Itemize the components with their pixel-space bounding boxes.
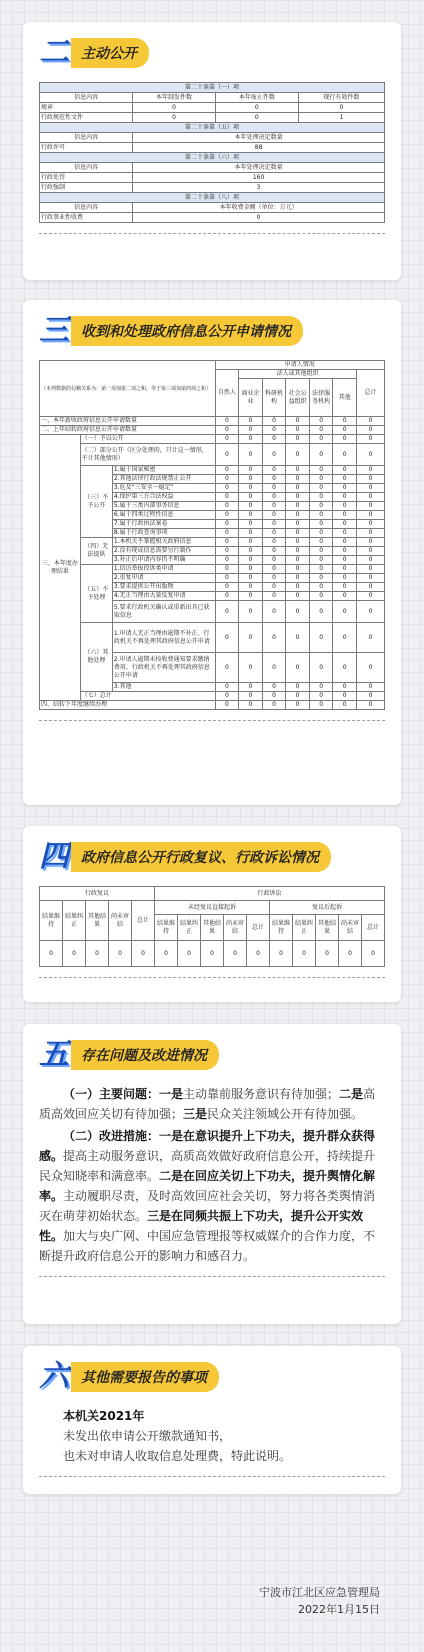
cell-value: 0 [357, 475, 385, 484]
cell-value: 0 [286, 592, 310, 601]
section-4-card [23, 826, 401, 1002]
section-2-card [23, 22, 401, 280]
other-matters-text: 本机关2021年 未发出依申请公开缴款通知书， 也未对申请人收取信息处理费，特此说明。 [63, 1409, 292, 1463]
cell-value: 0 [215, 547, 239, 556]
cell-value: 0 [333, 484, 357, 493]
cell-value: 0 [262, 484, 286, 493]
cell-value: 0 [215, 502, 239, 511]
review-litigation-table: 行政复议 行政诉讼 结果维持 结果纠正 其他结果 尚未审结 总计 未经复议直接起诉 复议后起诉 结果维持 结果纠正 其他结果 尚未审结 总计 结果维持 结果纠正 其他结果 尚未审结 总计 0 0 0 0 0 0 0 0 0 0 0 0 0 0 0 [39, 886, 385, 967]
cell-value: 0 [239, 574, 263, 583]
cell-value: 0 [309, 520, 333, 529]
cell-value: 0 [215, 520, 239, 529]
cell-value: 0 [215, 556, 239, 565]
cell-value: 0 [215, 592, 239, 601]
cell-value: 0 [239, 484, 263, 493]
cell-value: 0 [270, 941, 293, 967]
section-title: 主动公开 [71, 38, 149, 68]
cell-value: 0 [215, 529, 239, 538]
section-number: 二 [39, 35, 69, 70]
cell-value: 0 [262, 623, 286, 653]
cell-value: 0 [333, 601, 357, 623]
cell-value: 0 [357, 444, 385, 466]
table-row: 三、本年度办理结果 （一）予以公开 0 0 0 0 0 0 0 [40, 435, 385, 444]
table-row: （四）无法提供 1.本机关不掌握相关政府信息 0 0 0 0 0 0 0 [40, 538, 385, 547]
table-row: 3.其他 0 0 0 0 0 0 0 [40, 683, 385, 692]
cell-value: 0 [293, 941, 316, 967]
cell-value: 0 [333, 653, 357, 683]
cell-value: 0 [286, 435, 310, 444]
cell-value: 0 [215, 574, 239, 583]
cell-value: 0 [333, 493, 357, 502]
table-row: 4.无正当理由大量反复申请 0 0 0 0 0 0 0 [40, 592, 385, 601]
cell-value: 0 [262, 435, 286, 444]
cell-value: 0 [262, 653, 286, 683]
section-3-header [39, 314, 385, 348]
cell-value: 0 [132, 941, 155, 967]
cell-value: 0 [286, 701, 310, 710]
section-4-header [39, 840, 385, 874]
cell-value: 0 [286, 547, 310, 556]
cell-value: 0 [357, 417, 385, 426]
cell-value: 0 [215, 426, 239, 435]
cell-value: 0 [215, 601, 239, 623]
cell-value: 0 [215, 653, 239, 683]
cell-value: 0 [309, 444, 333, 466]
cell-value: 0 [362, 941, 385, 967]
table-row: 行政规范性文件 0 0 1 [40, 113, 385, 123]
cell-value: 0 [286, 466, 310, 475]
cell-value: 0 [262, 511, 286, 520]
cell-value: 0 [215, 692, 239, 701]
cell-value: 0 [333, 574, 357, 583]
main-problems-paragraph: （一）主要问题：一是主动靠前服务意识有待加强；二是高质高效回应关切有待加强；三是民众关注领域公开有待加强。 [39, 1087, 376, 1121]
cell-value: 0 [357, 592, 385, 601]
proactive-disclosure-table: 第二十条第（一）项 信息内容 本年制发件数 本年废止件数 现行有效件数 规章 0 0 0 行政规范性文件 0 0 1 第二十条第（五）项 信息内容 本年处理决定数量 行政许可 88 第二十条第（六）项 信息内容 本年处理决定数量 行政处罚 160 行政强制 3 第二十条第（八）项 信息内容 本年收费金额（单位：万元） 行政事业性收费 0 [39, 82, 385, 223]
cell-value: 0 [309, 653, 333, 683]
cell-value: 0 [239, 653, 263, 683]
table-row: 2.没有现成信息需要另行制作 0 0 0 0 0 0 0 [40, 547, 385, 556]
table-row: （七）总计 0 0 0 0 0 0 0 [40, 692, 385, 701]
cell-value: 0 [309, 692, 333, 701]
cell-value: 0 [286, 511, 310, 520]
cell-value: 0 [286, 475, 310, 484]
cell-value: 0 [262, 493, 286, 502]
cell-value: 0 [215, 701, 239, 710]
cell-value: 0 [262, 601, 286, 623]
cell-value: 0 [239, 435, 263, 444]
section-6-header [39, 1360, 385, 1394]
cell-value: 0 [239, 701, 263, 710]
cell-value: 0 [333, 435, 357, 444]
table-row: 7.属于行政执法案卷 0 0 0 0 0 0 0 [40, 520, 385, 529]
cell-value: 0 [239, 623, 263, 653]
cell-value: 0 [333, 583, 357, 592]
cell-value: 0 [239, 426, 263, 435]
section-title: 收到和处理政府信息公开申请情况 [71, 316, 303, 346]
table-row: 6.属于四类过程性信息 0 0 0 0 0 0 0 [40, 511, 385, 520]
cell-value: 0 [309, 484, 333, 493]
section-number: 六 [39, 1359, 69, 1394]
cell-value: 0 [357, 683, 385, 692]
cell-value: 0 [357, 623, 385, 653]
cell-value: 0 [262, 475, 286, 484]
table-row: 行政事业性收费 0 [40, 213, 385, 223]
cell-value: 0 [286, 683, 310, 692]
section-5-card [23, 1024, 401, 1324]
cell-value: 0 [286, 417, 310, 426]
cell-value: 0 [239, 592, 263, 601]
issuing-organization: 宁波市江北区应急管理局 [259, 1586, 380, 1599]
table-row: （五）不予处理 1.信访举报投诉类申请 0 0 0 0 0 0 0 [40, 565, 385, 574]
cell-value: 0 [262, 417, 286, 426]
cell-value: 0 [309, 583, 333, 592]
cell-value: 0 [262, 502, 286, 511]
cell-value: 0 [262, 592, 286, 601]
cell-value: 0 [357, 502, 385, 511]
cell-value: 0 [309, 683, 333, 692]
cell-value: 0 [239, 466, 263, 475]
section-title: 政府信息公开行政复议、行政诉讼情况 [71, 842, 331, 872]
cell-value: 0 [215, 417, 239, 426]
cell-value: 0 [262, 529, 286, 538]
cell-value: 0 [239, 583, 263, 592]
cell-value: 0 [215, 565, 239, 574]
cell-value: 0 [357, 556, 385, 565]
cell-value: 0 [309, 529, 333, 538]
section-3-card [23, 300, 401, 805]
cell-value: 0 [357, 653, 385, 683]
table-row: （六）其他处理 1.申请人无正当理由逾期不补正、行政机关不再处理其政府信息公开申请 0 0 0 0 0 0 0 [40, 623, 385, 653]
cell-value: 0 [239, 475, 263, 484]
cell-value: 0 [86, 941, 109, 967]
cell-value: 0 [286, 653, 310, 683]
cell-value: 0 [262, 583, 286, 592]
application-handling-table: （本列数据的勾稽关系为：第一项加第二项之和，等于第三项加第四项之和） 申请人情况 自然人 法人或其他组织 总计 商业企业 科研机构 社会公益组织 法律服务机构 其他 一、本年新收政府信息公开申请数量 0 0 0 0 0 0 0 二、上年结转政府信息公开申请数量 0 0 0 0 0 0 0 三、本年度办理结果 （一）予以公开 0 0 0 0 0 0 0 （二）部分公开（区分处理的，只计这一情形，不计其他情形） 0 0 0 0 0 0 0 （三）不予公开 1.属于国家秘密 0 0 0 0 0 0 0 2.其他法律行政法规禁止公开 0 0 0 0 0 0 0 3.危及“三安全一稳定” 0 0 0 0 0 0 0 4.保护第三方合法权益 0 0 0 0 0 0 0 5.属于三类内部事务信息 0 0 0 0 0 0 0 6.属于四类过程性信息 0 0 0 0 0 0 0 7.属于行政执法案卷 0 0 0 0 0 0 0 8.属于行政查询事项 0 0 0 0 0 0 0 （四）无法提供 1.本机关不掌握相关政府信息 0 0 0 0 0 0 0 2.没有现成信息需要另行制作 0 0 0 0 0 0 0 3.补正后申请内容仍不明确 0 0 0 0 0 0 0 （五）不予处理 1.信访举报投诉类申请 0 0 0 0 0 0 0 2.重复申请 0 0 0 0 0 0 0 3.要求提供公开出版物 0 0 0 0 0 0 0 4.无正当理由大量反复申请 0 0 0 0 0 0 0 5.要求行政机关确认或重新出具已获取信息 0 0 0 0 0 0 0 （六）其他处理 1.申请人无正当理由逾期不补正、行政机关不再处理其政府信息公开申请 0 0 0 0 0 0 0 2.申请人逾期未按收费通知要求缴纳费用、行政机关不再处理其政府信息公开申请 0 0 0 0 0 0 0 3.其他 0 0 0 0 0 0 0 （七）总计 0 0 0 0 0 0 0 四、结转下年度继续办理 0 0 0 0 0 0 0 [39, 360, 385, 710]
section-number: 三 [39, 313, 69, 348]
table-row: 8.属于行政查询事项 0 0 0 0 0 0 0 [40, 529, 385, 538]
table-row: 规章 0 0 0 [40, 103, 385, 113]
cell-value: 0 [357, 601, 385, 623]
cell-value: 0 [215, 583, 239, 592]
cell-value: 0 [357, 493, 385, 502]
cell-value: 0 [262, 556, 286, 565]
cell-value: 0 [309, 475, 333, 484]
table-row: 5.属于三类内部事务信息 0 0 0 0 0 0 0 [40, 502, 385, 511]
cell-value: 0 [286, 556, 310, 565]
cell-value: 0 [262, 547, 286, 556]
cell-value: 0 [357, 529, 385, 538]
cell-value: 0 [333, 701, 357, 710]
cell-value: 0 [357, 574, 385, 583]
cell-value: 0 [309, 701, 333, 710]
section-title: 其他需要报告的事项 [71, 1362, 219, 1392]
cell-value: 0 [239, 529, 263, 538]
cell-value: 0 [316, 941, 339, 967]
cell-value: 0 [357, 520, 385, 529]
cell-value: 0 [333, 683, 357, 692]
cell-value: 0 [286, 484, 310, 493]
cell-value: 0 [286, 538, 310, 547]
table-row: 行政处罚 160 [40, 173, 385, 183]
cell-value: 0 [239, 417, 263, 426]
cell-value: 0 [286, 565, 310, 574]
cell-value: 0 [309, 574, 333, 583]
cell-value: 0 [357, 466, 385, 475]
cell-value: 0 [262, 538, 286, 547]
cell-value: 0 [333, 511, 357, 520]
cell-value: 0 [357, 701, 385, 710]
cell-value: 0 [286, 601, 310, 623]
table-row: 4.保护第三方合法权益 0 0 0 0 0 0 0 [40, 493, 385, 502]
cell-value: 0 [262, 683, 286, 692]
table-row: 5.要求行政机关确认或重新出具已获取信息 0 0 0 0 0 0 0 [40, 601, 385, 623]
cell-value: 0 [309, 511, 333, 520]
cell-value: 0 [286, 583, 310, 592]
cell-value: 0 [239, 511, 263, 520]
divider [39, 720, 385, 721]
cell-value: 0 [239, 502, 263, 511]
table-row: 行政许可 88 [40, 143, 385, 153]
cell-value: 0 [309, 502, 333, 511]
cell-value: 0 [239, 493, 263, 502]
cell-value: 0 [333, 466, 357, 475]
cell-value: 0 [333, 417, 357, 426]
cell-value: 0 [239, 683, 263, 692]
cell-value: 0 [262, 692, 286, 701]
cell-value: 0 [215, 493, 239, 502]
table-row: 四、结转下年度继续办理 0 0 0 0 0 0 0 [40, 701, 385, 710]
cell-value: 0 [357, 511, 385, 520]
cell-value: 0 [215, 538, 239, 547]
cell-value: 0 [309, 547, 333, 556]
cell-value: 0 [309, 556, 333, 565]
cell-value: 0 [262, 520, 286, 529]
cell-value: 0 [357, 538, 385, 547]
cell-value: 0 [286, 692, 310, 701]
table-row: 3.危及“三安全一稳定” 0 0 0 0 0 0 0 [40, 484, 385, 493]
cell-value: 0 [262, 574, 286, 583]
cell-value: 0 [215, 683, 239, 692]
cell-value: 0 [333, 592, 357, 601]
cell-value: 0 [339, 941, 362, 967]
cell-value: 0 [333, 444, 357, 466]
cell-value: 0 [309, 601, 333, 623]
section-6-card [23, 1346, 401, 1494]
problems-and-improvements-text [39, 1084, 385, 1266]
cell-value: 0 [215, 484, 239, 493]
cell-value: 0 [333, 692, 357, 701]
cell-value: 0 [309, 623, 333, 653]
table-row: 2.申请人逾期未按收费通知要求缴纳费用、行政机关不再处理其政府信息公开申请 0 0 0 0 0 0 0 [40, 653, 385, 683]
divider [39, 977, 385, 978]
cell-value: 0 [309, 493, 333, 502]
cell-value: 0 [224, 941, 247, 967]
cell-value: 0 [215, 511, 239, 520]
cell-value: 0 [286, 426, 310, 435]
cell-value: 0 [357, 692, 385, 701]
cell-value: 0 [286, 520, 310, 529]
cell-value: 0 [239, 520, 263, 529]
section-number: 五 [39, 1037, 69, 1072]
cell-value: 0 [357, 435, 385, 444]
cell-value: 0 [239, 692, 263, 701]
cell-value: 0 [215, 435, 239, 444]
cell-value: 0 [155, 941, 178, 967]
cell-value: 0 [215, 466, 239, 475]
cell-value: 0 [239, 444, 263, 466]
cell-value: 0 [262, 444, 286, 466]
table-row: 3.补正后申请内容仍不明确 0 0 0 0 0 0 0 [40, 556, 385, 565]
cell-value: 0 [309, 538, 333, 547]
cell-value: 0 [215, 623, 239, 653]
divider [39, 1476, 385, 1477]
divider [39, 233, 385, 234]
cell-value: 0 [333, 520, 357, 529]
section-2-header [39, 36, 385, 70]
table-row: 二、上年结转政府信息公开申请数量 0 0 0 0 0 0 0 [40, 426, 385, 435]
cell-value: 0 [333, 529, 357, 538]
cell-value: 0 [109, 941, 132, 967]
cell-value: 0 [286, 493, 310, 502]
cell-value: 0 [262, 701, 286, 710]
divider [39, 1276, 385, 1277]
table-row: 2.重复申请 0 0 0 0 0 0 0 [40, 574, 385, 583]
cell-value: 0 [239, 538, 263, 547]
table-row: （二）部分公开（区分处理的，只计这一情形，不计其他情形） 0 0 0 0 0 0 0 [40, 444, 385, 466]
cell-value: 0 [286, 574, 310, 583]
cell-value: 0 [333, 426, 357, 435]
cell-value: 0 [357, 565, 385, 574]
cell-value: 0 [239, 565, 263, 574]
table-row: 3.要求提供公开出版物 0 0 0 0 0 0 0 [40, 583, 385, 592]
cell-value: 0 [178, 941, 201, 967]
cell-value: 0 [357, 426, 385, 435]
section-number: 四 [39, 839, 69, 874]
cell-value: 0 [286, 444, 310, 466]
cell-value: 0 [309, 417, 333, 426]
cell-value: 0 [201, 941, 224, 967]
cell-value: 0 [262, 466, 286, 475]
cell-value: 0 [247, 941, 270, 967]
cell-value: 0 [215, 475, 239, 484]
cell-value: 0 [309, 466, 333, 475]
section-title: 存在问题及改进情况 [71, 1040, 219, 1070]
cell-value: 0 [262, 426, 286, 435]
cell-value: 0 [239, 547, 263, 556]
table-row: 一、本年新收政府信息公开申请数量 0 0 0 0 0 0 0 [40, 417, 385, 426]
cell-value: 0 [309, 565, 333, 574]
cell-value: 0 [333, 556, 357, 565]
table-row [40, 941, 385, 967]
cell-value: 0 [40, 941, 63, 967]
cell-value: 0 [309, 435, 333, 444]
table-row: （三）不予公开 1.属于国家秘密 0 0 0 0 0 0 0 [40, 466, 385, 475]
cell-value: 0 [357, 484, 385, 493]
cell-value: 0 [333, 538, 357, 547]
table-row: 行政强制 3 [40, 183, 385, 193]
cell-value: 0 [262, 565, 286, 574]
cell-value: 0 [357, 583, 385, 592]
cell-value: 0 [239, 556, 263, 565]
footer-signature [259, 1584, 380, 1618]
section-5-header [39, 1038, 385, 1072]
cell-value: 0 [333, 547, 357, 556]
cell-value: 0 [286, 502, 310, 511]
cell-value: 0 [357, 547, 385, 556]
cell-value: 0 [333, 565, 357, 574]
cell-value: 0 [333, 475, 357, 484]
cell-value: 0 [333, 502, 357, 511]
cell-value: 0 [309, 592, 333, 601]
cell-value: 0 [215, 444, 239, 466]
issue-date: 2022年1月15日 [298, 1603, 380, 1616]
cell-value: 0 [239, 601, 263, 623]
cell-value: 0 [333, 623, 357, 653]
cell-value: 0 [286, 529, 310, 538]
cell-value: 0 [286, 623, 310, 653]
improvement-measures-paragraph: （二）改进措施：一是在意识提升上下功夫，提升群众获得感。提高主动服务意识，高质高效做好政府信息公开，持续提升民众知晓率和满意率。二是在回应关切上下功夫，提升舆情化解率。主动履职尽责，及时高效回应社会关切，努力将各类舆情消灭在萌芽初始状态。三是在同频共振上下功夫，提升公开实效性。加大与央广网、中国应急管理报等权威媒介的合作力度，不断提升政府信息公开的影响力和感召力。 [39, 1129, 376, 1263]
table-row: 2.其他法律行政法规禁止公开 0 0 0 0 0 0 0 [40, 475, 385, 484]
cell-value: 0 [63, 941, 86, 967]
cell-value: 0 [309, 426, 333, 435]
